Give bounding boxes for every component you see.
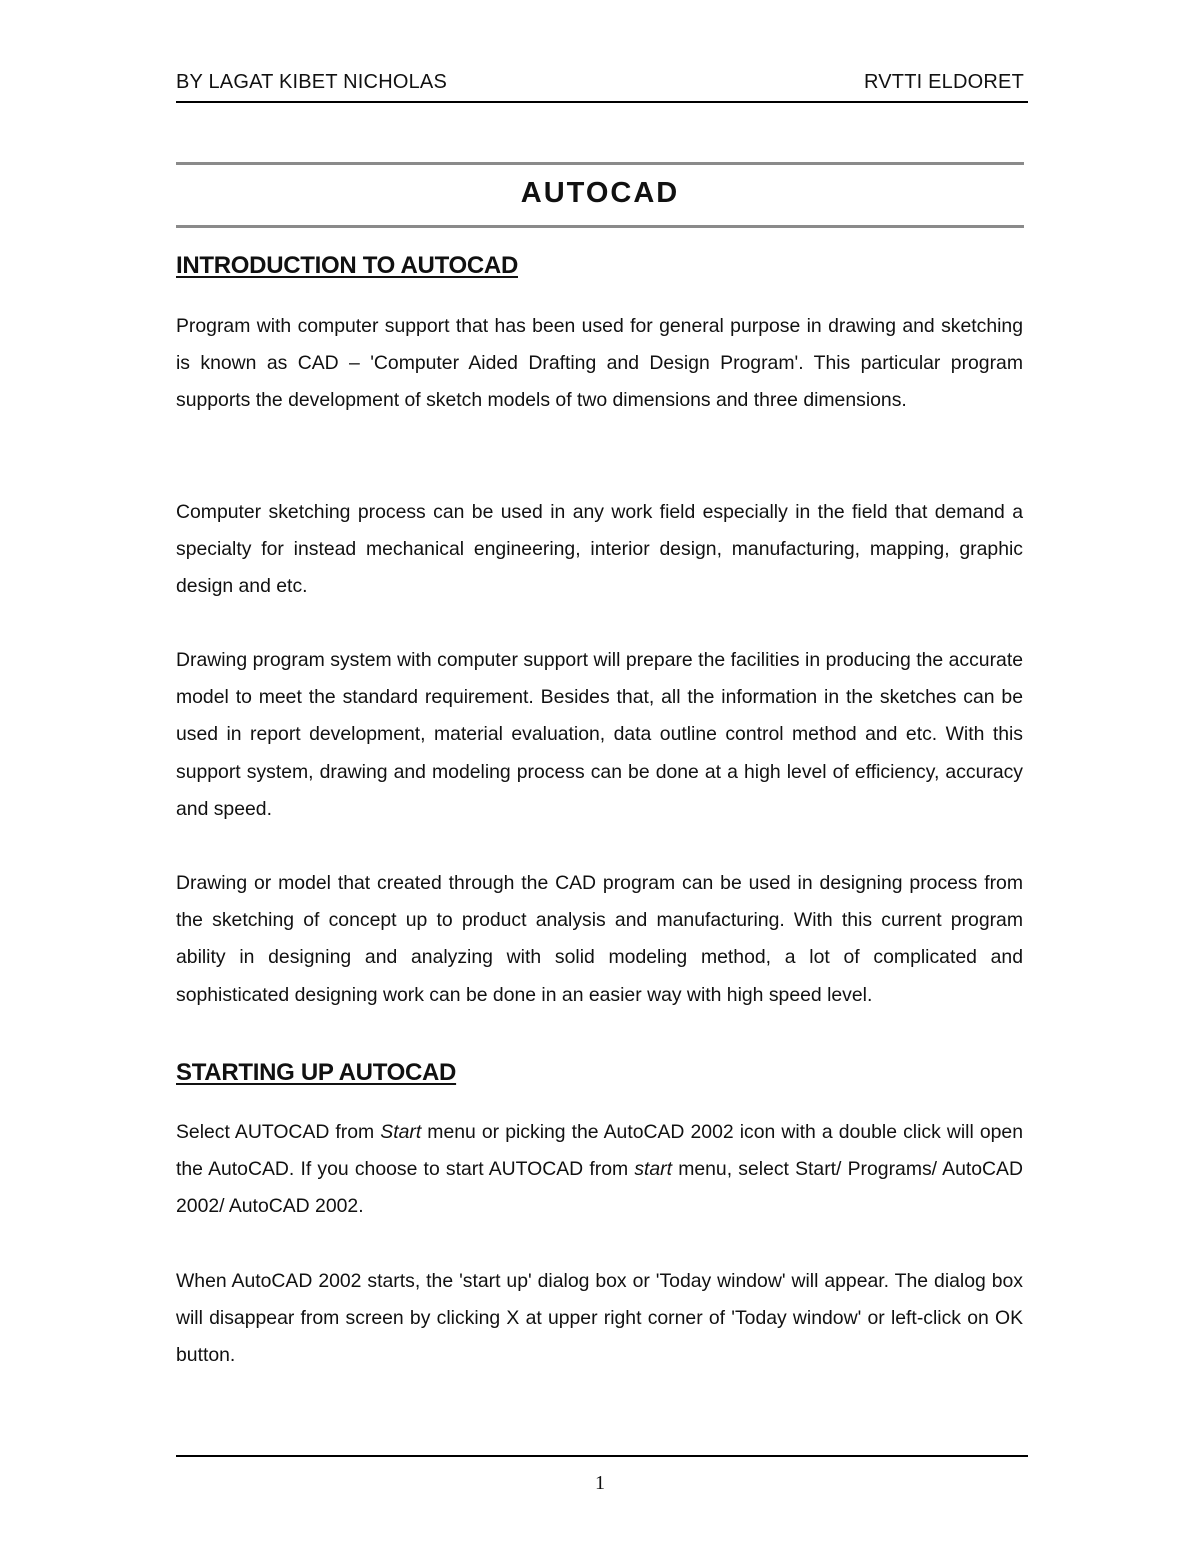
start-menu-italic: Start: [380, 1121, 422, 1143]
paragraph-intro-1: Program with computer support that has been used for general purpose in drawing and sketching is known as CAD – 'Computer Aided Drafting and Design Program'. This particular program supports the development of sketch models of two dimensions and three dimensions.: [176, 315, 1023, 412]
section-heading-introduction: INTRODUCTION TO AUTOCAD: [176, 252, 518, 279]
header-divider: [176, 101, 1028, 103]
paragraph-starting-when: When AutoCAD 2002 starts, the 'start up' dialog box or 'Today window' will appear. The dialog box will disappear from screen by clicking X at upper right corner of 'Today window' or left-click on OK button.: [176, 1270, 1023, 1367]
paragraph-intro-3: Drawing program system with computer support will prepare the facilities in producing the accurate model to meet the standard requirement. Besides that, all the information in the sketches can be used in report development, material evaluation, data outline control method and etc. With this support system, drawing and modeling process can be done at a high level of efficiency, accuracy and speed.: [176, 649, 1023, 820]
start-menu-italic-lower: start: [634, 1158, 673, 1181]
header-institution: RVTTI ELDORET: [863, 71, 1024, 93]
title-rule-top: [176, 162, 1024, 165]
paragraph-intro-2: Computer sketching process can be used in any work field especially in the field that demand a specialty for instead mechanical engineering, interior design, manufacturing, mapping, graphic design and etc.: [176, 501, 1023, 598]
footer-divider: [176, 1455, 1028, 1457]
header-author: BY LAGAT KIBET NICHOLAS: [176, 71, 447, 93]
select-text-part1: Select AUTOCAD from: [176, 1121, 381, 1143]
paragraph-starting-select: [176, 1114, 1023, 1226]
page-number: 1: [595, 1472, 605, 1494]
select-text-part2: menu or picking the AutoCAD 2002 icon with a double click will open the AutoCAD. If you choose to start AUTOCAD from: [176, 1121, 1023, 1181]
section-heading-starting-up: STARTING UP AUTOCAD: [176, 1059, 457, 1086]
document-title: AUTOCAD: [520, 177, 680, 209]
paragraph-intro-4: Drawing or model that created through the CAD program can be used in designing process from the sketching of concept up to product analysis and manufacturing. With this current program ability in designing and analyzing with solid modeling method, a lot of complicated and sophisticated designing work can be done in an easier way with high speed level.: [176, 872, 1023, 1006]
title-rule-bottom: [176, 225, 1024, 228]
select-text-part3: menu, select Start/ Programs/ AutoCAD 2002/ AutoCAD 2002.: [176, 1158, 1023, 1218]
